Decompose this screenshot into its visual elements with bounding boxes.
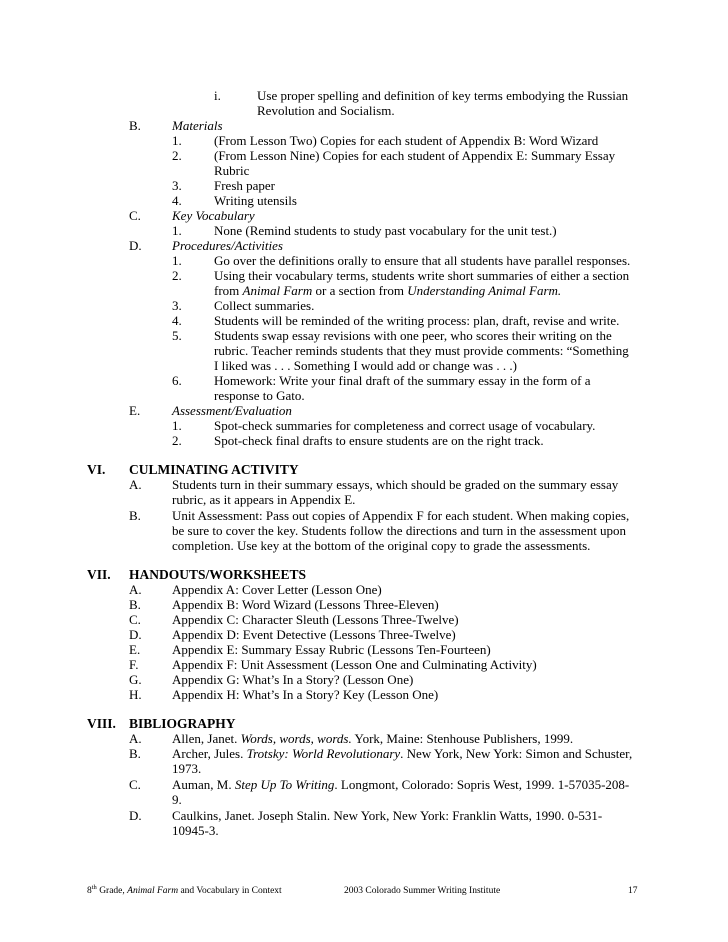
item-letter: F. <box>129 657 139 672</box>
text-run: Grade, <box>96 886 128 896</box>
item-number: 2. <box>172 148 182 163</box>
section-letter: D. <box>129 238 142 253</box>
item-letter: G. <box>129 672 142 687</box>
sub-item-number: i. <box>214 88 221 103</box>
item-letter: B. <box>129 597 141 612</box>
book-title: Animal Farm <box>242 283 313 298</box>
item-number: 4. <box>172 313 182 328</box>
item-text: Students will be reminded of the writing process: plan, draft, revise and write. <box>214 313 620 328</box>
item-text: Spot-check summaries for completeness and correct usage of vocabulary. <box>214 418 596 433</box>
book-title: Animal Farm <box>127 886 179 896</box>
text-run: from <box>214 283 243 298</box>
section-label-materials: Materials <box>172 118 223 133</box>
bibliography-entry <box>172 731 573 746</box>
section-numeral: VIII. <box>87 716 116 731</box>
item-letter: H. <box>129 687 142 702</box>
text-run: or a section from <box>312 283 408 298</box>
item-letter: C. <box>129 612 141 627</box>
section-label-assessment: Assessment/Evaluation <box>172 403 292 418</box>
item-letter: A. <box>129 731 142 746</box>
item-text: Appendix E: Summary Essay Rubric (Lessons Ten-Fourteen) <box>172 642 491 657</box>
section-heading-culminating: CULMINATING ACTIVITY <box>129 462 299 477</box>
section-letter: E. <box>129 403 141 418</box>
text-run: Allen, Janet. <box>172 731 241 746</box>
item-text: Collect summaries. <box>214 298 315 313</box>
item-text: Spot-check final drafts to ensure students are on the right track. <box>214 433 544 448</box>
item-letter: C. <box>129 777 141 792</box>
item-letter: B. <box>129 746 141 761</box>
item-text: (From Lesson Two) Copies for each student of Appendix B: Word Wizard <box>214 133 599 148</box>
item-text: Writing utensils <box>214 193 297 208</box>
item-number: 5. <box>172 328 182 343</box>
item-text: Students turn in their summary essays, which should be graded on the summary essay <box>172 477 619 492</box>
section-label-vocabulary: Key Vocabulary <box>172 208 255 223</box>
section-letter: C. <box>129 208 141 223</box>
item-text: Fresh paper <box>214 178 276 193</box>
footer-institute: 2003 Colorado Summer Writing Institute <box>344 886 501 896</box>
sub-item-text: Use proper spelling and definition of key terms embodying the Russian <box>257 88 629 103</box>
item-number: 4. <box>172 193 182 208</box>
bibliography-entry <box>172 777 629 792</box>
page-number: 17 <box>628 886 638 896</box>
item-number: 1. <box>172 253 182 268</box>
book-title: Step Up To Writing <box>234 777 335 792</box>
section-heading-handouts: HANDOUTS/WORKSHEETS <box>129 567 307 582</box>
text-run: and Vocabulary in Context <box>178 886 282 896</box>
text-run: York, Maine: Stenhouse Publishers, 1999. <box>351 731 574 746</box>
item-text: Appendix D: Event Detective (Lessons Three-Twelve) <box>172 627 456 642</box>
book-title: Words, words, words. <box>240 731 352 746</box>
item-text-continued <box>214 283 561 298</box>
item-text-continued: I liked was . . . Something I would add or change was . . .) <box>214 358 517 373</box>
bibliography-entry <box>172 808 602 823</box>
item-text: Unit Assessment: Pass out copies of Appendix F for each student. When making copies, <box>172 508 630 523</box>
item-number: 3. <box>172 178 182 193</box>
item-text-continued: be sure to cover the key. Students follow the directions and turn in the assessment upon <box>172 523 627 538</box>
item-text: Using their vocabulary terms, students write short summaries of either a section <box>214 268 630 283</box>
text-run: 8 <box>87 886 92 896</box>
item-letter: A. <box>129 582 142 597</box>
section-numeral: VII. <box>87 567 111 582</box>
book-title: Understanding Animal Farm. <box>407 283 562 298</box>
item-text: Appendix C: Character Sleuth (Lessons Three-Twelve) <box>172 612 459 627</box>
item-text: Appendix A: Cover Letter (Lesson One) <box>172 582 382 597</box>
item-text: Appendix F: Unit Assessment (Lesson One and Culminating Activity) <box>172 657 537 672</box>
bibliography-entry-continued: 10945-3. <box>172 823 219 838</box>
item-letter: D. <box>129 627 142 642</box>
item-number: 2. <box>172 268 182 283</box>
footer-course <box>87 886 282 897</box>
item-text: None (Remind students to study past vocabulary for the unit test.) <box>214 223 557 238</box>
item-text-continued: rubric. Teacher reminds students that they must provide comments: “Something <box>214 343 629 358</box>
section-letter: B. <box>129 118 141 133</box>
item-letter: B. <box>129 508 141 523</box>
item-number: 3. <box>172 298 182 313</box>
text-run: . New York, New York: Simon and Schuster, <box>400 746 633 761</box>
item-number: 1. <box>172 133 182 148</box>
item-text-continued: response to Gato. <box>214 388 305 403</box>
bibliography-entry-continued: 9. <box>172 792 182 807</box>
superscript: th <box>91 884 97 891</box>
item-text-continued: rubric, as it appears in Appendix E. <box>172 492 356 507</box>
section-numeral: VI. <box>87 462 106 477</box>
text-run: Caulkins, Janet. Joseph Stalin. New York, New York: Franklin Watts, 1990. 0-531- <box>172 808 603 823</box>
item-text: (From Lesson Nine) Copies for each student of Appendix E: Summary Essay <box>214 148 616 163</box>
bibliography-entry-continued: 1973. <box>172 761 202 776</box>
item-text: Appendix B: Word Wizard (Lessons Three-Eleven) <box>172 597 439 612</box>
item-letter: A. <box>129 477 142 492</box>
item-text: Go over the definitions orally to ensure that all students have parallel responses. <box>214 253 631 268</box>
section-label-procedures: Procedures/Activities <box>172 238 283 253</box>
item-text: Appendix H: What’s In a Story? Key (Lesson One) <box>172 687 439 702</box>
item-text: Homework: Write your final draft of the summary essay in the form of a <box>214 373 591 388</box>
section-heading-bibliography: BIBLIOGRAPHY <box>129 716 236 731</box>
item-number: 1. <box>172 223 182 238</box>
book-title: Trotsky: World Revolutionary <box>246 746 401 761</box>
text-run: Auman, M. <box>172 777 235 792</box>
item-number: 2. <box>172 433 182 448</box>
item-letter: D. <box>129 808 142 823</box>
item-letter: E. <box>129 642 141 657</box>
item-text: Appendix G: What’s In a Story? (Lesson One) <box>172 672 414 687</box>
item-text: Students swap essay revisions with one peer, who scores their writing on the <box>214 328 612 343</box>
text-run: Archer, Jules. <box>172 746 247 761</box>
sub-item-text-continued: Revolution and Socialism. <box>257 103 395 118</box>
item-number: 6. <box>172 373 182 388</box>
bibliography-entry <box>172 746 632 761</box>
item-text-continued: Rubric <box>214 163 250 178</box>
text-run: . Longmont, Colorado: Sopris West, 1999. 1-57035-208- <box>334 777 630 792</box>
item-text-continued: completion. Use key at the bottom of the original copy to grade the assessments. <box>172 538 591 553</box>
item-number: 1. <box>172 418 182 433</box>
